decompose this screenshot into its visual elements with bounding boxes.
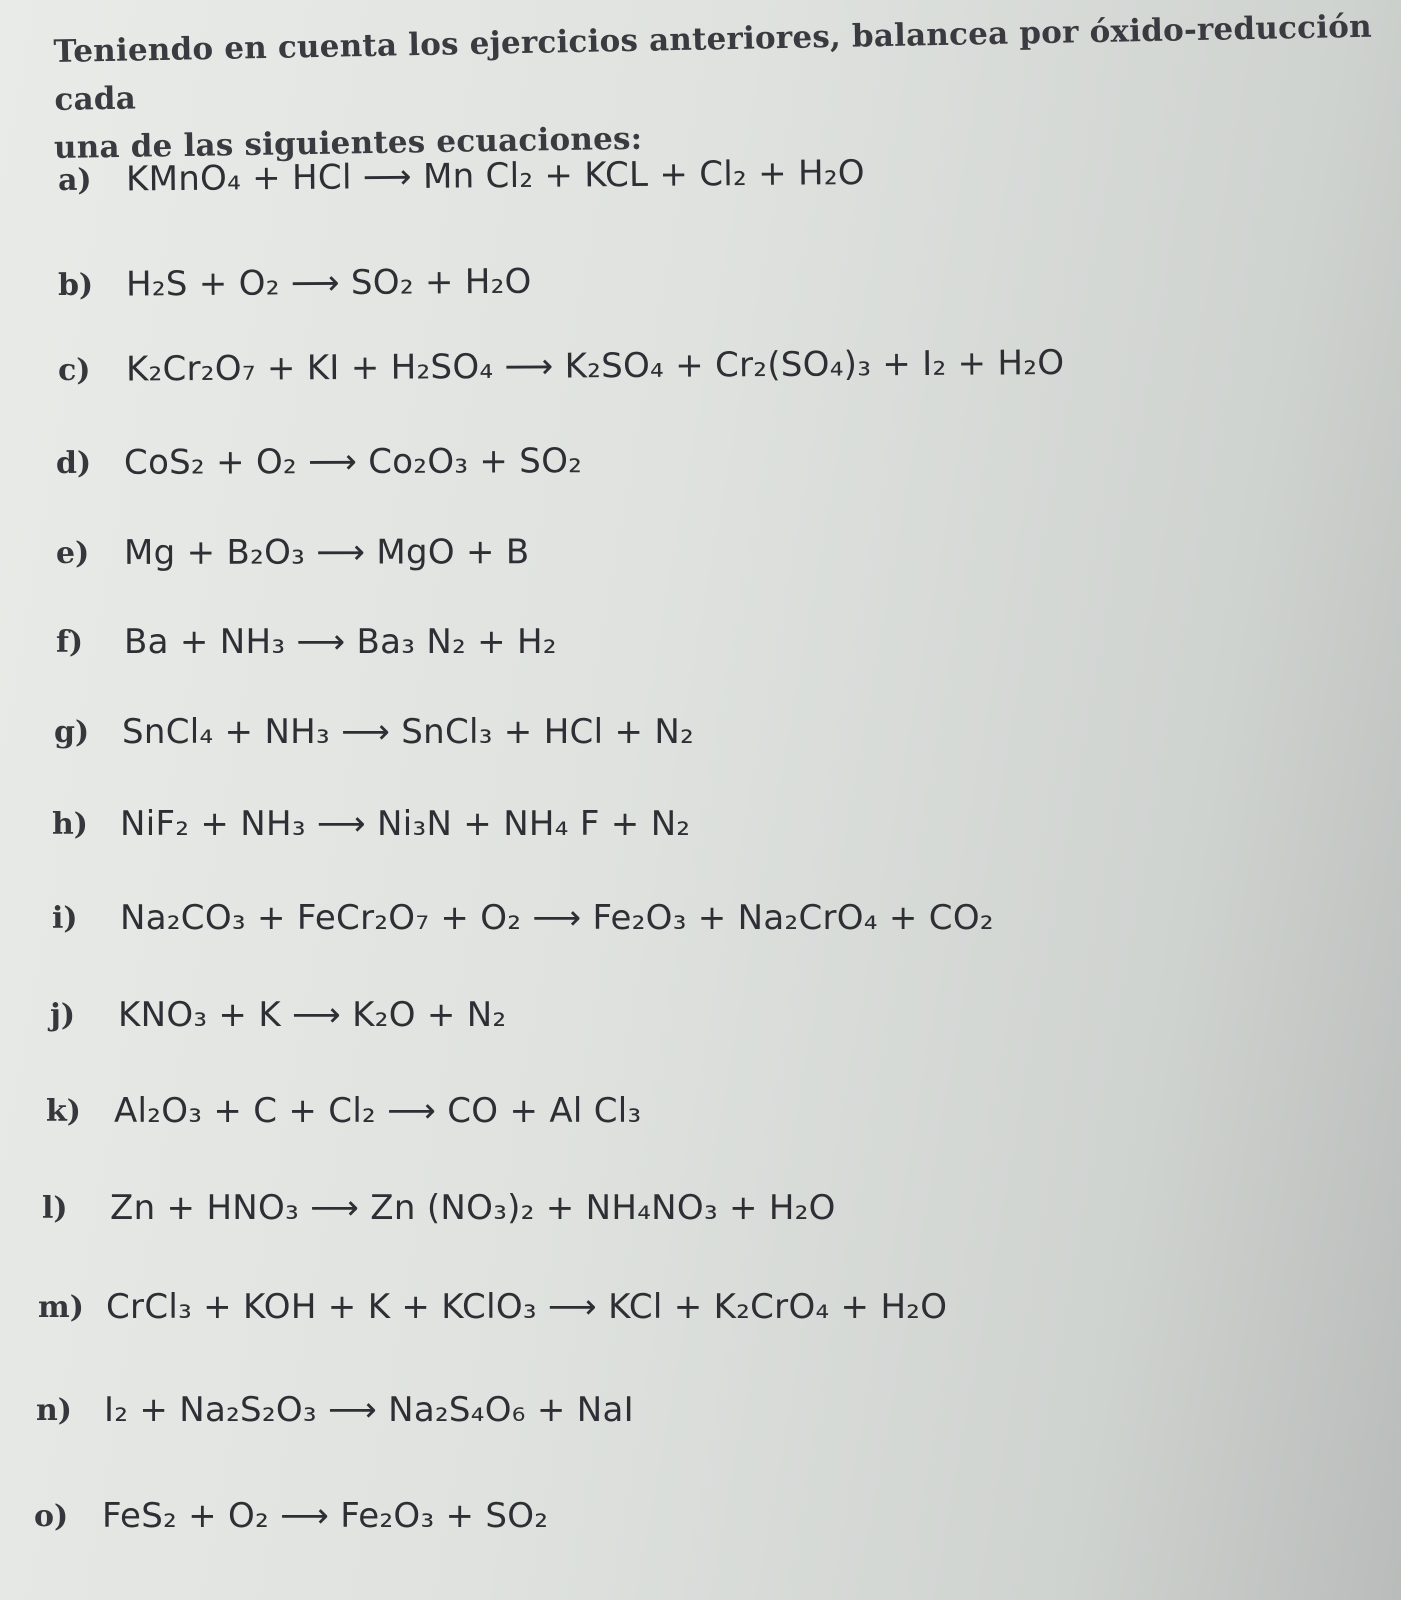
equation-row-j — [50, 985, 506, 1045]
instructions-line-1: Teniendo en cuenta los ejercicios anteriores, balancea por óxido-reducción cada — [53, 8, 1373, 118]
equation-row-f — [56, 612, 557, 672]
equation-row-e — [56, 522, 530, 583]
equation-row-m — [38, 1277, 947, 1337]
item-letter: j) — [50, 997, 76, 1033]
equation-row-l — [42, 1178, 836, 1238]
chemical-equation: SnCl₄ + NH₃ ⟶ SnCl₃ + HCl + N₂ — [122, 712, 695, 752]
chemical-equation: KNO₃ + K ⟶ K₂O + N₂ — [118, 995, 507, 1035]
chemical-equation: Al₂O₃ + C + Cl₂ ⟶ CO + Al Cl₃ — [114, 1091, 642, 1131]
item-letter: n) — [36, 1392, 73, 1428]
item-letter: o) — [34, 1498, 69, 1534]
equation-row-i — [52, 888, 994, 948]
item-letter: e) — [55, 535, 90, 571]
equation-row-o — [34, 1486, 548, 1546]
item-letter: l) — [42, 1190, 68, 1226]
equation-row-k — [46, 1081, 641, 1141]
equation-row-d — [56, 431, 582, 493]
chemical-equation: KMnO₄ + HCl ⟶ Mn Cl₂ + KCL + Cl₂ + H₂O — [125, 152, 866, 200]
chemical-equation: Ba + NH₃ ⟶ Ba₃ N₂ + H₂ — [124, 622, 557, 662]
equation-row-h — [52, 794, 690, 854]
chemical-equation: K₂Cr₂O₇ + KI + H₂SO₄ ⟶ K₂SO₄ + Cr₂(SO₄)₃ + I₂ + H₂O — [125, 342, 1065, 390]
chemical-equation: CoS₂ + O₂ ⟶ Co₂O₃ + SO₂ — [123, 441, 583, 483]
chemical-equation: Na₂CO₃ + FeCr₂O₇ + O₂ ⟶ Fe₂O₃ + Na₂CrO₄ + CO₂ — [120, 898, 994, 938]
item-letter: m) — [38, 1289, 84, 1325]
chemical-equation: Zn + HNO₃ ⟶ Zn (NO₃)₂ + NH₄NO₃ + H₂O — [110, 1188, 836, 1228]
chemical-equation: CrCl₃ + KOH + K + KClO₃ ⟶ KCl + K₂CrO₄ + H₂O — [106, 1287, 948, 1327]
item-letter: g) — [54, 714, 90, 750]
equation-row-g — [54, 702, 694, 762]
equation-row-b — [58, 252, 532, 315]
instructions-line-2: una de las siguientes ecuaciones: — [53, 120, 643, 166]
chemical-equation: I₂ + Na₂S₂O₃ ⟶ Na₂S₄O₆ + NaI — [104, 1390, 634, 1430]
item-letter: k) — [46, 1093, 81, 1129]
item-letter: f) — [56, 624, 84, 660]
item-letter: b) — [57, 267, 94, 303]
chemical-equation: H₂S + O₂ ⟶ SO₂ + H₂O — [125, 261, 532, 305]
chemical-equation: FeS₂ + O₂ ⟶ Fe₂O₃ + SO₂ — [102, 1496, 549, 1536]
chemical-equation: Mg + B₂O₃ ⟶ MgO + B — [123, 532, 530, 573]
item-letter: h) — [52, 806, 89, 842]
item-letter: i) — [52, 900, 78, 936]
item-letter: c) — [57, 352, 91, 388]
item-letter: a) — [57, 162, 92, 198]
equation-row-a — [58, 143, 865, 210]
chemical-equation: NiF₂ + NH₃ ⟶ Ni₃N + NH₄ F + N₂ — [120, 804, 691, 844]
item-letter: d) — [55, 445, 92, 481]
equation-row-n — [36, 1380, 634, 1440]
equation-row-c — [58, 333, 1065, 400]
